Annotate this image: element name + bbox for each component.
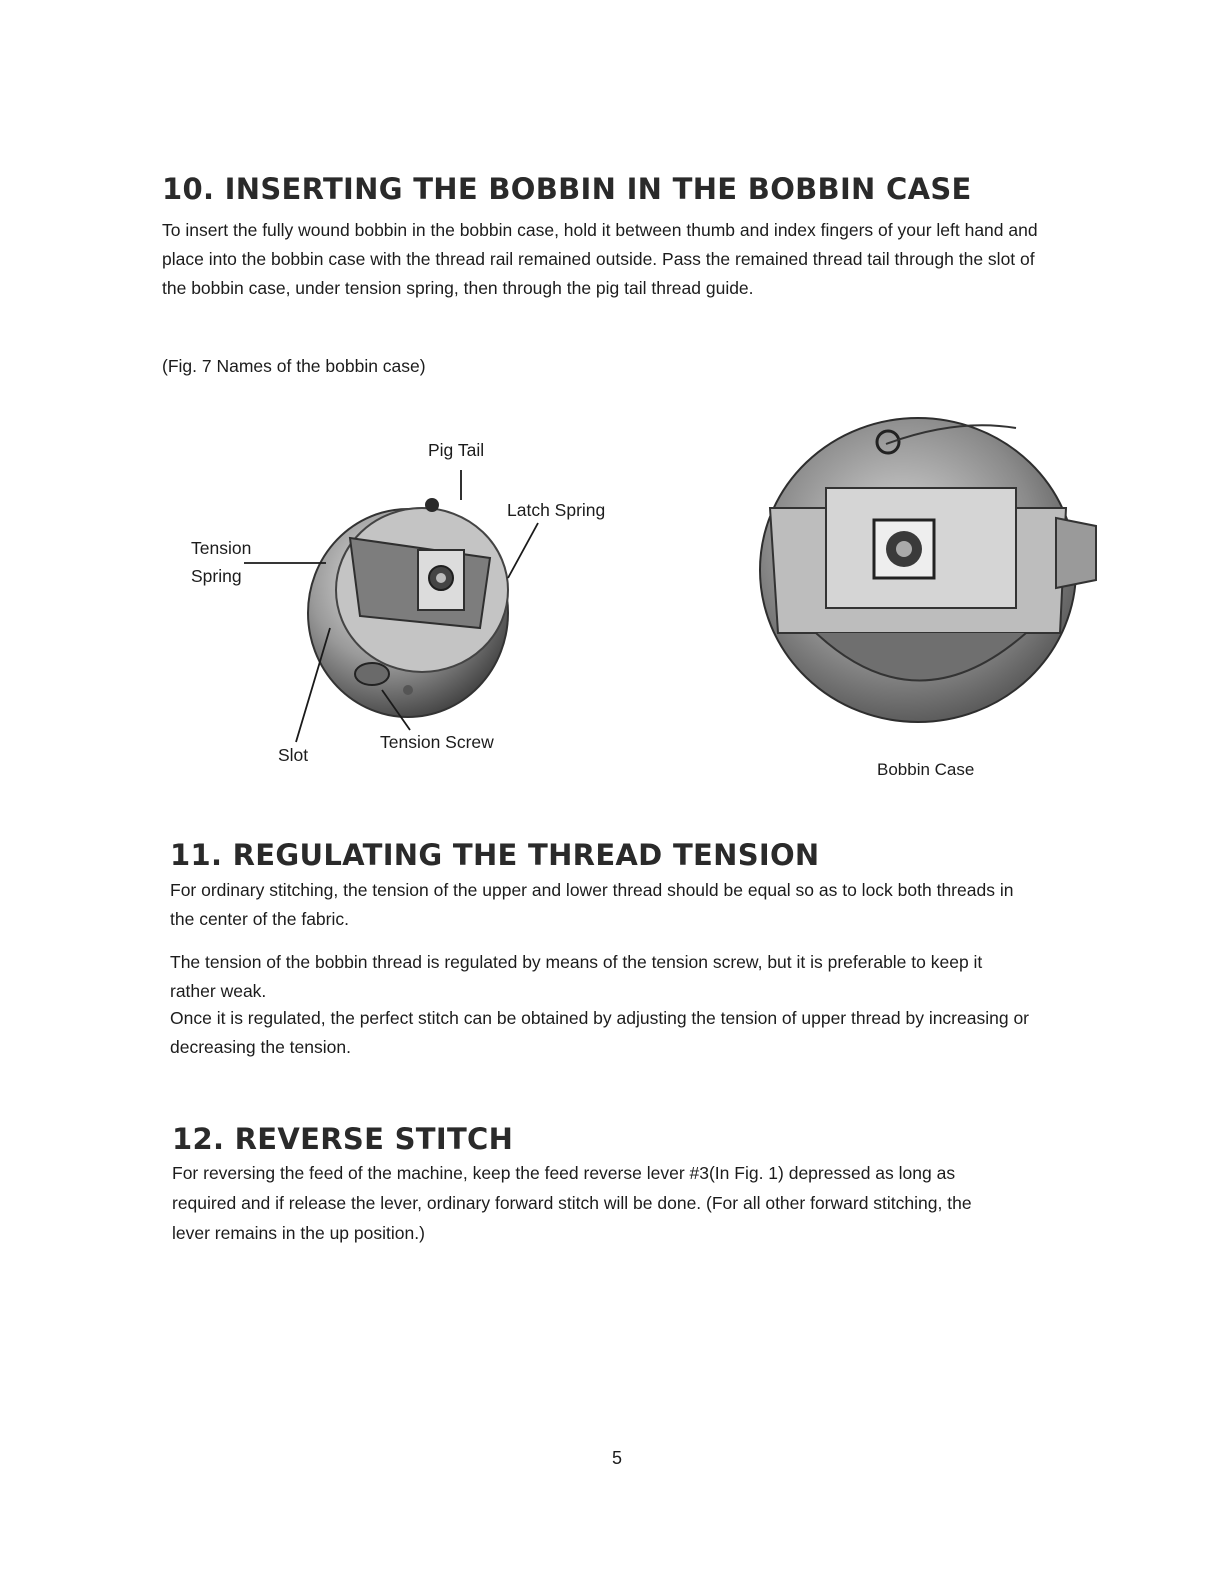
label-tension-spring-line2: Spring: [191, 566, 242, 586]
section-10-body: To insert the fully wound bobbin in the bobbin case, hold it between thumb and index fingers of your left hand and place into the bobbin case with the thread rail remained outside. Pass the remained thread tail through the slot of the bobbin case, under tension spring, then through the pig tail thread guide.: [162, 220, 1038, 298]
label-bobbin-case: Bobbin Case: [877, 760, 975, 779]
bobbin-case-front-illustration: [756, 408, 1101, 738]
label-tension-spring-line1: Tension: [191, 538, 252, 558]
figure-caption: (Fig. 7 Names of the bobbin case): [162, 356, 426, 376]
page-number: 5: [612, 1448, 623, 1468]
label-pig-tail: Pig Tail: [428, 440, 485, 460]
section-11-paragraph-2: The tension of the bobbin thread is regulated by means of the tension screw, but it is preferable to keep it rather weak.: [170, 952, 983, 1001]
section-12-body: For reversing the feed of the machine, keep the feed reverse lever #3(In Fig. 1) depressed as long as required and if release the lever, ordinary forward stitch will be done. (For all other forward stitching, the lever remains in the up position.): [172, 1163, 972, 1243]
section-10-title: 10. INSERTING THE BOBBIN IN THE BOBBIN CASE: [162, 172, 972, 206]
label-slot: Slot: [278, 745, 309, 765]
section-11-title: 11. REGULATING THE THREAD TENSION: [170, 838, 820, 872]
section-11-paragraph-3: Once it is regulated, the perfect stitch can be obtained by adjusting the tension of upper thread by increasing or decreasing the tension.: [170, 1008, 1030, 1057]
section-12-title: 12. REVERSE STITCH: [172, 1122, 514, 1156]
section-11-paragraph-1: For ordinary stitching, the tension of the upper and lower thread should be equal so as to lock both threads in the center of the fabric.: [170, 880, 1014, 929]
label-tension-screw: Tension Screw: [380, 732, 494, 752]
label-latch-spring: Latch Spring: [507, 500, 606, 520]
